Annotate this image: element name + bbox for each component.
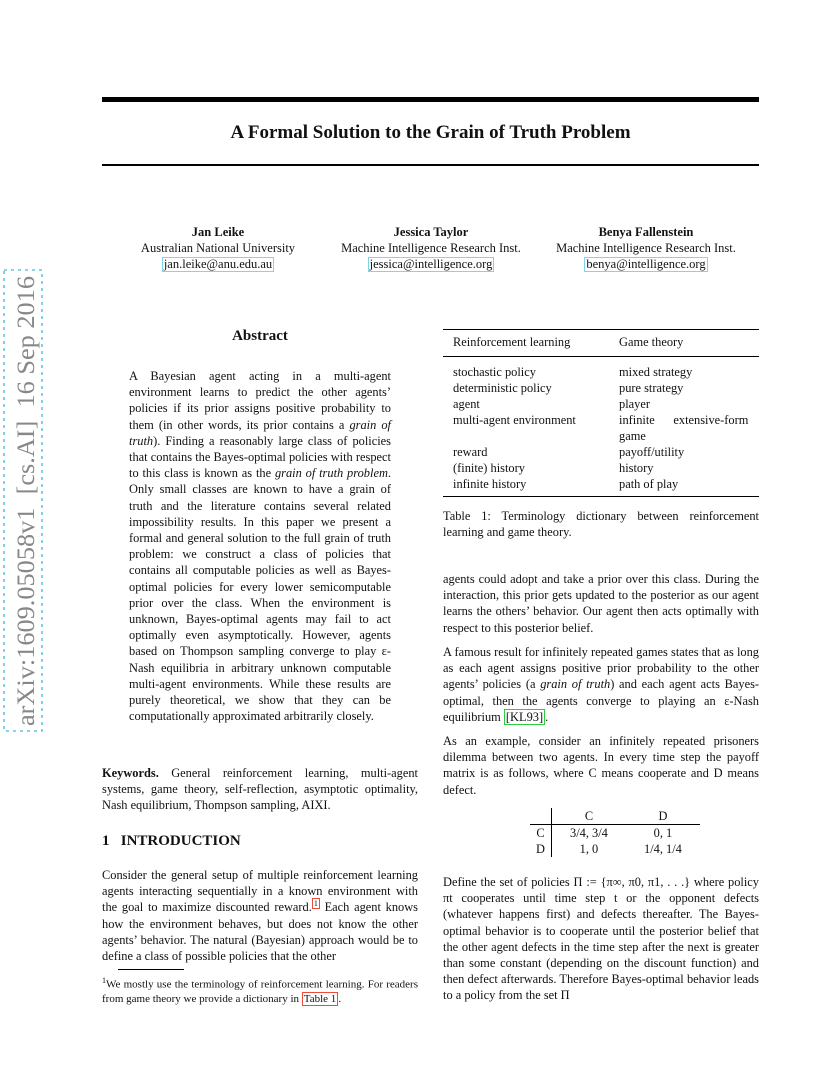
right-paragraph-4: Define the set of policies Π := {π∞, π0, π1, . . .} where policy πt cooperates until time step t or the opponent defects (whatever happens first) and defects thereafter. The Bayes-optimal behavior is to cooperate until the posterior belief that the other agent defects in the time step after the next is greater than some constant (depending on the discount function) and then defect afterwards. Therefore Bayes-optimal behavior leads to a policy from the set Π bbox=[443, 875, 759, 1003]
paper-title: A Formal Solution to the Grain of Truth Problem bbox=[230, 122, 631, 143]
table-row: agent player bbox=[453, 397, 650, 411]
author-email-link[interactable]: jessica@intelligence.org bbox=[369, 257, 493, 271]
payoff-cell: 0, 1 bbox=[653, 826, 673, 840]
payoff-cell: 1, 0 bbox=[579, 842, 599, 856]
author-affiliation: Machine Intelligence Research Inst. bbox=[341, 241, 521, 255]
author-name: Benya Fallenstein bbox=[598, 225, 694, 239]
payoff-col-header: D bbox=[658, 809, 668, 823]
intro-paragraph: Consider the general setup of multiple reinforcement learning agents interacting sequentially in a known environment with the goal to maximize discounted reward. $^1$ Each agent knows how the environment behaves, but does not know the other agents’ behavior. The natural (Bayesian) approach would be to define a class of possible policies that the other bbox=[102, 868, 418, 964]
table-caption: Table 1: Terminology dictionary between reinforcement learning and game theory. bbox=[443, 509, 759, 540]
payoff-matrix bbox=[530, 808, 700, 857]
table-row: stochastic policy mixed strategy bbox=[453, 365, 693, 379]
table-ref-link[interactable]: Table 1 bbox=[303, 992, 337, 1005]
table-row: multi-agent environment infinite extensive-form game bbox=[453, 413, 752, 443]
section-heading: 1 INTRODUCTION bbox=[102, 833, 241, 849]
right-paragraph-3: As an example, consider an infinitely repeated prisoners dilemma between two agents. In every time step the payoff matrix is as follows, where C means cooperate and D means defect. bbox=[443, 734, 759, 797]
author-email-link[interactable]: jan.leike@anu.edu.au bbox=[163, 257, 273, 271]
top-rule bbox=[102, 97, 759, 102]
author-2 bbox=[325, 224, 537, 272]
author-3 bbox=[540, 224, 752, 272]
table-row: infinite history path of play bbox=[443, 476, 759, 497]
payoff-row-header: C bbox=[530, 825, 551, 842]
table-header: Game theory bbox=[619, 335, 684, 349]
footnote-rule bbox=[118, 969, 184, 970]
title-rule bbox=[102, 164, 759, 166]
table-row: reward payoff/utility bbox=[453, 445, 685, 459]
citation-link[interactable]: [KL93] bbox=[505, 709, 544, 724]
table-header: Reinforcement learning bbox=[453, 335, 571, 349]
footnote: $^1$We mostly use the terminology of reinforcement learning. For readers from game theory we provide a dictionary in Table 1 . bbox=[102, 976, 418, 1005]
terminology-table bbox=[443, 329, 759, 497]
author-affiliation: Australian National University bbox=[140, 241, 296, 255]
arxiv-id: arXiv:1609.05058v1 [cs.AI] 16 Sep 2016 bbox=[13, 298, 40, 726]
author-1 bbox=[118, 224, 318, 272]
payoff-cell: 1/4, 1/4 bbox=[644, 842, 682, 856]
table-row: (finite) history history bbox=[453, 461, 654, 475]
abstract-text: A Bayesian agent acting in a multi-agent environment learns to predict the other agents’ policies if its prior assigns positive probability to them (in other words, its prior contains a grain of truth). Finding a reasonably large class of policies that contains the Bayes-optimal policies with respect to this class is known as the grain of truth problem. Only small classes are known to have a grain of truth and the literature contains several related impossibility results. In this paper we present a formal and general solution to the full grain of truth problem: we construct a class of policies that contains all computable policies as well as Bayes-optimal policies for every lower semicomputable prior over the class. When the environment is unknown, Bayes-optimal agents may fail to act optimally even asymptotically. However, agents based on Thompson sampling converge to play ε-Nash equilibria in arbitrary unknown computable multi-agent environments. While these results are purely theoretical, we show that they can be computationally approximated arbitrarily closely. bbox=[129, 369, 392, 724]
keywords-label: Keywords. bbox=[102, 766, 159, 780]
arxiv-stamp[interactable] bbox=[2, 268, 44, 733]
abstract-heading: Abstract bbox=[232, 328, 288, 344]
author-affiliation: Machine Intelligence Research Inst. bbox=[556, 241, 736, 255]
right-paragraph-1: agents could adopt and take a prior over this class. During the interaction, this prior gets updated to the posterior as our agent learns the others’ behavior. Our agent then acts optimally with respect to this posterior belief. bbox=[443, 572, 759, 635]
table-row: deterministic policy pure strategy bbox=[453, 381, 684, 395]
payoff-col-header: C bbox=[584, 809, 594, 823]
payoff-cell: 3/4, 3/4 bbox=[570, 826, 608, 840]
payoff-row-header: D bbox=[530, 841, 551, 857]
author-email-link[interactable]: benya@intelligence.org bbox=[586, 257, 706, 271]
right-paragraph-2: A famous result for infinitely repeated games states that as long as each agent assigns positive prior probability to the other agents’ policies (a grain of truth) and each agent acts Bayes-optimal, then the agents converge to playing an ε-Nash equilibrium [KL93] . bbox=[443, 645, 760, 724]
keywords: Keywords. General reinforcement learning, multi-agent systems, game theory, self-reflection, asymptotic optimality, Nash equilibrium, Thompson sampling, AIXI. bbox=[102, 766, 418, 813]
author-name: Jan Leike bbox=[191, 225, 245, 239]
author-name: Jessica Taylor bbox=[393, 225, 469, 239]
footnote-ref-link[interactable]: 1 bbox=[313, 899, 318, 909]
